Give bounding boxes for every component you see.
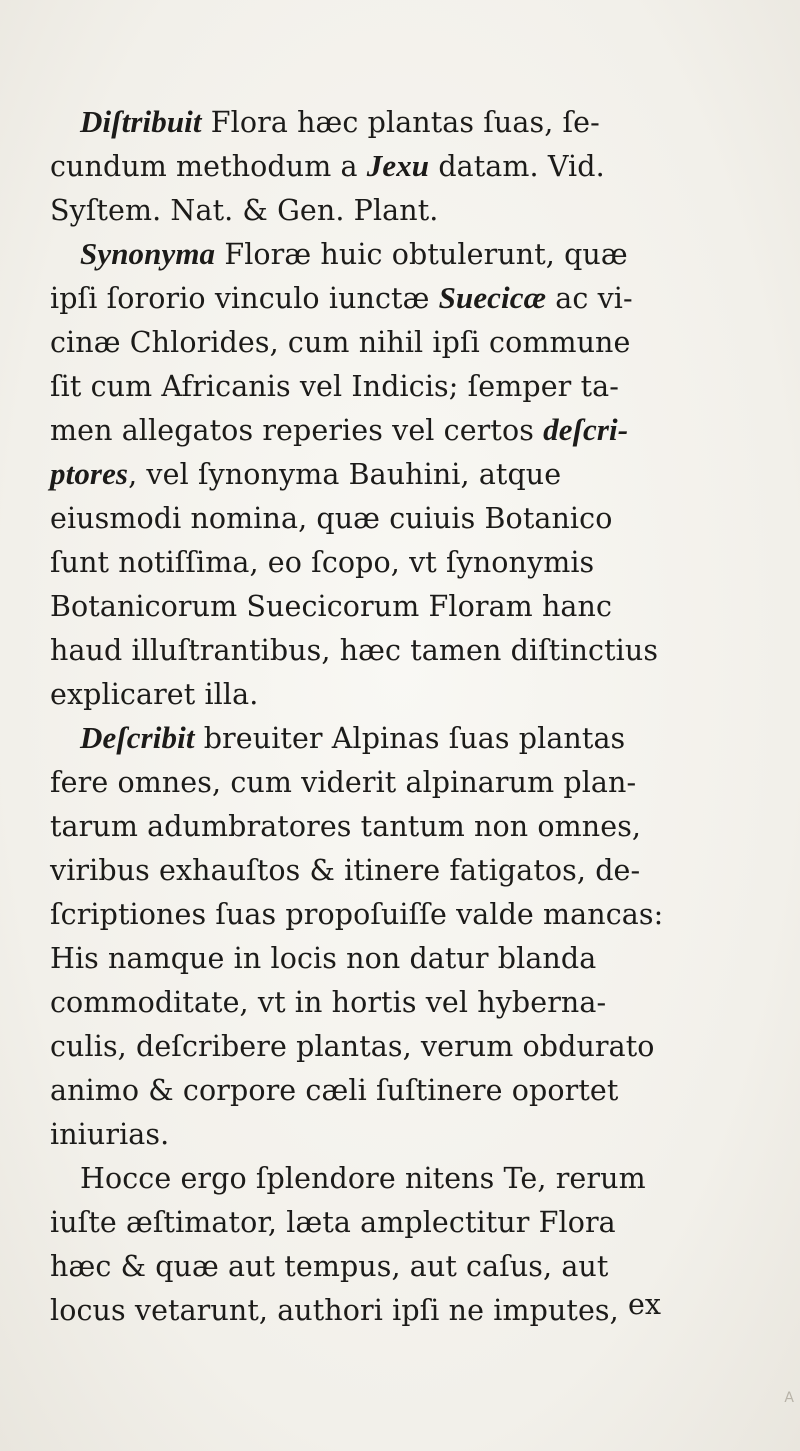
line-text: viribus exhauſtos & itinere fatigatos, de- <box>50 854 641 887</box>
line-text: commoditate, vt in hortis vel hyberna- <box>50 986 607 1019</box>
text-line <box>50 1024 770 1068</box>
text-line <box>50 980 770 1024</box>
text-line <box>50 1068 770 1112</box>
text-line <box>50 232 770 276</box>
line-text: Hocce ergo ſplendore nitens Te, rerum <box>80 1162 646 1195</box>
text-line <box>50 320 770 364</box>
text-line <box>50 496 770 540</box>
line-text: eiusmodi nomina, quæ cuiuis Botanico <box>50 502 613 535</box>
line-text: , vel ſynonyma Bauhini, atque <box>128 458 562 491</box>
text-line <box>50 1112 770 1156</box>
italic-term: Suecicæ <box>438 280 547 315</box>
text-line <box>50 144 770 188</box>
text-line <box>50 848 770 892</box>
text-line <box>50 936 770 980</box>
text-line <box>50 100 770 144</box>
text-line <box>50 276 770 320</box>
line-text: cinæ Chlorides, cum nihil ipſi commune <box>50 326 631 359</box>
line-text: haud illuſtrantibus, hæc tamen diſtinctius <box>50 634 659 667</box>
line-text: tarum adumbratores tantum non omnes, <box>50 810 642 843</box>
line-text: animo & corpore cæli ſuſtinere oportet <box>50 1074 619 1107</box>
text-line <box>50 672 770 716</box>
line-text: cundum methodum a <box>50 150 367 183</box>
italic-term: Jexu <box>366 148 430 183</box>
line-text: explicaret illa. <box>50 678 259 711</box>
text-line <box>50 628 770 672</box>
line-text: culis, deſcribere plantas, verum obdurato <box>50 1030 655 1063</box>
text-line <box>50 716 770 760</box>
text-line <box>50 804 770 848</box>
catchword: ex <box>628 1288 661 1321</box>
text-line <box>50 1200 770 1244</box>
text-line <box>50 540 770 584</box>
text-line <box>50 364 770 408</box>
line-text: Flora hæc plantas ſuas, ſe- <box>201 106 600 139</box>
text-line <box>50 408 770 452</box>
italic-term: Synonyma <box>80 236 216 271</box>
page-text <box>50 100 770 1332</box>
line-text: men allegatos reperies vel certos <box>50 414 544 447</box>
line-text: fere omnes, cum viderit alpinarum plan- <box>50 766 637 799</box>
line-text: ipſi ſororio vinculo iunctæ <box>50 282 439 315</box>
text-line <box>50 760 770 804</box>
italic-term: Diſtribuit <box>80 104 202 139</box>
text-line <box>50 452 770 496</box>
italic-term: Deſcribit <box>80 720 195 755</box>
line-text: hæc & quæ aut tempus, aut caſus, aut <box>50 1250 609 1283</box>
text-line <box>50 1244 770 1288</box>
text-line <box>50 584 770 628</box>
italic-term: deſcri- <box>543 412 629 447</box>
line-text: Syſtem. Nat. & Gen. Plant. <box>50 194 439 227</box>
line-text: locus vetarunt, authori ipſi ne imputes, <box>50 1294 619 1327</box>
line-text: datam. Vid. <box>429 150 605 183</box>
line-text: ſit cum Africanis vel Indicis; ſemper ta- <box>50 370 619 403</box>
italic-term: ptores <box>50 456 129 491</box>
line-text: ſcriptiones ſuas propoſuiſſe valde mancas: <box>50 898 664 931</box>
text-line <box>50 892 770 936</box>
line-text: His namque in locis non datur blanda <box>50 942 597 975</box>
line-text: iniurias. <box>50 1118 170 1151</box>
line-text: Botanicorum Suecicorum Floram hanc <box>50 590 613 623</box>
line-text: breuiter Alpinas ſuas plantas <box>194 722 626 755</box>
text-line <box>50 1156 770 1200</box>
line-text: iuſte æſtimator, læta amplectitur Flora <box>50 1206 616 1239</box>
text-line <box>50 188 770 232</box>
line-text: ſunt notiſſima, eo ſcopo, vt ſynonymis <box>50 546 595 579</box>
line-text: Floræ huic obtulerunt, quæ <box>215 238 628 271</box>
line-text: ac vi- <box>546 282 633 315</box>
margin-mark: A <box>784 1390 794 1406</box>
text-line <box>50 1288 770 1332</box>
